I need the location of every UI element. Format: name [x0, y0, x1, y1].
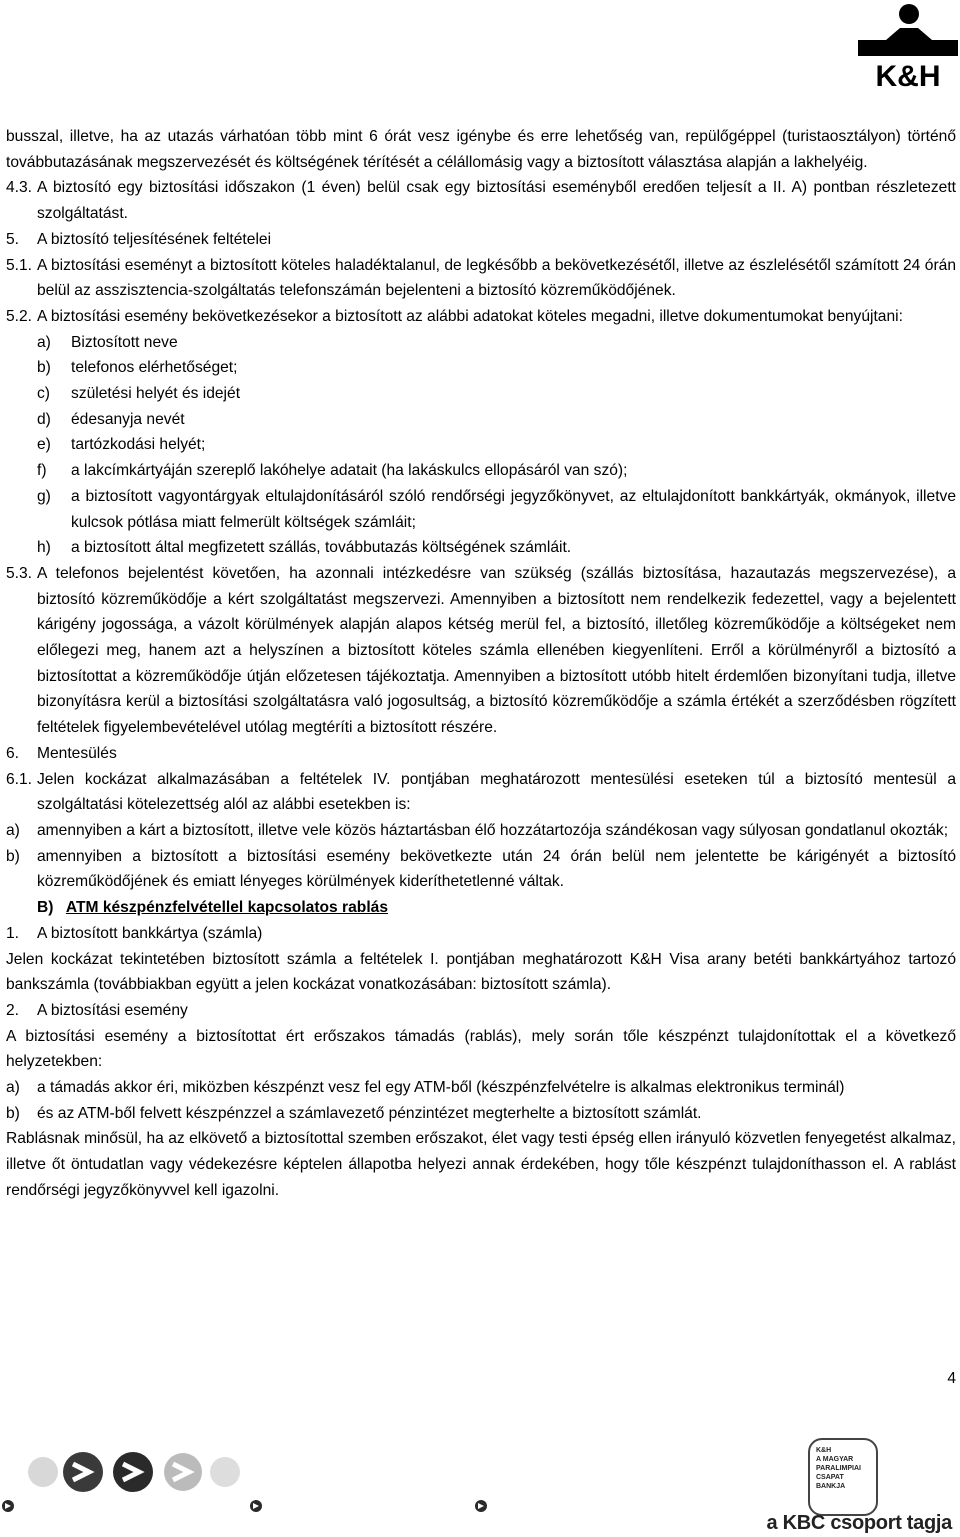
list-item-text: a támadás akkor éri, miközben készpénzt vesz fel egy ATM-ből (készpénzfelvételre is alkalmas elektronikus terminál)	[37, 1079, 845, 1097]
list-item-text: tartózkodási helyét;	[71, 436, 206, 454]
list-item	[6, 381, 956, 407]
footer-arrow-icon	[475, 1500, 487, 1512]
section-number: 6.	[6, 744, 20, 762]
list-item-text: születési helyét és idejét	[71, 385, 241, 403]
section-number: 2.	[6, 1001, 20, 1019]
section-6-1	[6, 767, 956, 818]
badge-line: CSAPAT BANKJA	[816, 1474, 846, 1490]
section-b-1	[6, 921, 956, 947]
document-body	[6, 124, 956, 1204]
badge-line: PARALIMPIAI	[816, 1465, 861, 1472]
section-6-1-b	[6, 844, 956, 895]
list-item-text: a biztosított vagyontárgyak eltulajdonításáról szóló rendőrségi jegyzőkönyvet, az eltulajdonított bankkártyák, okmányok, illetve kulcsok pótlása miatt felmerült költségek számláit;	[71, 487, 956, 531]
list-item-label: f)	[37, 462, 47, 480]
list-item-text: Biztosított neve	[71, 333, 178, 351]
section-b-label: B)	[37, 899, 54, 917]
list-item-label: h)	[37, 539, 51, 557]
section-number: 5.1.	[6, 256, 33, 274]
section-number: 4.3.	[6, 179, 33, 197]
section-5-3	[6, 561, 956, 741]
list-item-label: c)	[37, 385, 50, 403]
section-text: A biztosítási esemény bekövetkezésekor a biztosított az alábbi adatokat köteles megadni, illetve dokumentumokat benyújtani:	[37, 307, 903, 325]
list-item	[6, 407, 956, 433]
paralympic-badge	[808, 1438, 878, 1516]
list-item-text: édesanyja nevét	[71, 410, 185, 428]
list-item-label: d)	[37, 410, 51, 428]
section-heading: A biztosítási esemény	[37, 1001, 188, 1019]
list-item-text: a biztosított által megfizetett szállás, továbbutazás költségének számláit.	[71, 539, 572, 557]
list-item-label: a)	[6, 1079, 20, 1097]
kh-logo	[846, 0, 958, 92]
section-heading: Mentesülés	[37, 744, 117, 762]
list-item	[6, 355, 956, 381]
section-5-1	[6, 253, 956, 304]
section-text: Jelen kockázat alkalmazásában a feltételek IV. pontjában meghatározott mentesülési eseteken túl a biztosító mentesül a szolgáltatási kötelezettség alól az alábbi esetekben is:	[37, 770, 956, 814]
badge-line: K&H	[816, 1447, 832, 1454]
list-item-label: b)	[37, 359, 51, 377]
section-heading: A biztosító teljesítésének feltételei	[37, 230, 272, 248]
section-heading: A biztosított bankkártya (számla)	[37, 924, 263, 942]
rablas-paragraph: Rablásnak minősül, ha az elkövető a biztosítottal szemben erőszakot, élet vagy testi épség ellen irányuló közvetlen fenyegetést alkalmaz, illetve őt öntudatlan vagy védekezésre képtelen állapotba helyezi annak érdekében, hogy tőle készpénzt tulajdoníthasson el. A rablást rendőrségi jegyzőkönyvvel kell igazolni.	[6, 1130, 956, 1199]
section-number: 5.2.	[6, 307, 33, 325]
paragraph-intro: busszal, illetve, ha az utazás várhatóan több mint 6 órát vesz igénybe és erre lehetőség van, repülőgéppel (turistaosztályon) történő továbbutazásának megszervezését és költségének térítését a célállomásig vagy a biztosított választása alapján a lakhelyéig.	[6, 128, 956, 171]
list-item-text: telefonos elérhetőséget;	[71, 359, 238, 377]
section-text: A biztosítási eseményt a biztosított köteles haladéktalanul, de legkésőbb a bekövetkezésétől, illetve az észlelésétől számított 24 órán belül az asszisztencia-szolgáltatás telefonszámán bejelenteni a biztosító közreműködőjének.	[37, 256, 956, 300]
list-item-text: és az ATM-ből felvett készpénzzel a számlavezető pénzintézet megterhelte a biztosított számlát.	[37, 1104, 702, 1122]
badge-line: A MAGYAR	[816, 1456, 854, 1463]
list-item-label: a)	[37, 333, 51, 351]
list-item-text: amennyiben a biztosított a biztosítási esemény bekövetkezte után 24 órán belül nem jelentette be kárigényét a biztosító közreműködőjének és emiatt lényeges körülmények kideríthetetlenné váltak.	[37, 847, 956, 891]
section-4-3	[6, 175, 956, 226]
footer-arrows-decoration	[25, 1442, 245, 1502]
section-b-2	[6, 998, 956, 1024]
kh-logo-mark	[846, 0, 958, 92]
list-item-label: b)	[6, 1104, 20, 1122]
section-5-2	[6, 304, 956, 330]
section-number: 5.3.	[6, 564, 33, 582]
list-item-text: amennyiben a kárt a biztosított, illetve vele közös háztartásban élő hozzátartozója szándékosan vagy súlyosan gondatlanul okozták;	[37, 821, 949, 839]
section-b-title: ATM készpénzfelvétellel kapcsolatos rablás	[65, 899, 388, 917]
list-item-text: a lakcímkártyáján szereplő lakóhelye adatait (ha lakáskulcs ellopásáról van szó);	[71, 462, 628, 480]
page-number: 4	[947, 1370, 956, 1387]
list-item-label: b)	[6, 847, 20, 865]
section-b-1-body: Jelen kockázat tekintetében biztosított számla a feltételek I. pontjában meghatározott K&H Visa arany betéti bankkártyához tartozó bankszámla (továbbiakban együtt a jelen kockázat vonatkozásában: biztosított számla).	[6, 950, 956, 994]
section-number: 5.	[6, 230, 20, 248]
list-item	[6, 458, 956, 484]
list-item-label: a)	[6, 821, 20, 839]
list-item-label: e)	[37, 436, 51, 454]
section-b-2-b	[6, 1101, 956, 1127]
section-b-2-a	[6, 1075, 956, 1101]
list-item-label: g)	[37, 487, 51, 505]
section-text: A biztosító egy biztosítási időszakon (1 éven) belül csak egy biztosítási eseményből eredően teljesít a II. A) pontban részletezett szolgáltatást.	[37, 179, 956, 223]
logo-text: K&H	[875, 60, 941, 92]
section-b-2-body: A biztosítási esemény a biztosítottat ért erőszakos támadás (rablás), mely során tőle készpénzt tulajdonítottak el a következő helyzetekben:	[6, 1027, 956, 1071]
section-6-1-a	[6, 818, 956, 844]
footer	[0, 1428, 960, 1537]
footer-arrow-icon	[2, 1500, 14, 1512]
section-5	[6, 227, 956, 253]
section-text: A telefonos bejelentést követően, ha azonnali intézkedésre van szükség (szállás biztosítása, hazautazás megszervezése), a biztosító közreműködője a kért szolgáltatást megszervezi. Amennyiben a biztosított nem rendelkezik fedezettel, vagy a bejelentett kárigény jogossága, a vázolt körülmények alapján alapos kétség merül fel, a biztosító, illetőleg közreműködője a költségeket nem előlegezi meg, hanem azt a helyszínen a biztosított köteles számla ellenében kiegyenlíteni. Erről a körülményről a biztosító a biztosítottat a közreműködője útján előzetesen tájékoztatja. Amennyiben a biztosított utóbb hitelt érdemlően bizonyítani tudja, illetve bizonyításra kerül a biztosítási szolgáltatásra való jogosultság, a biztosító közreműködője a számla értékét a szerződésben rögzített feltételek figyelembevételével utólag megtéríti a biztosított részére.	[37, 564, 956, 737]
section-6	[6, 741, 956, 767]
section-number: 6.1.	[6, 770, 33, 788]
list-item	[6, 330, 956, 356]
footer-arrow-icon	[250, 1500, 262, 1512]
list-item	[6, 484, 956, 535]
section-b-heading	[6, 895, 956, 921]
section-number: 1.	[6, 924, 20, 942]
list-item	[6, 535, 956, 561]
kbc-tagline: a KBC csoport tagja	[766, 1512, 952, 1534]
list-item	[6, 432, 956, 458]
